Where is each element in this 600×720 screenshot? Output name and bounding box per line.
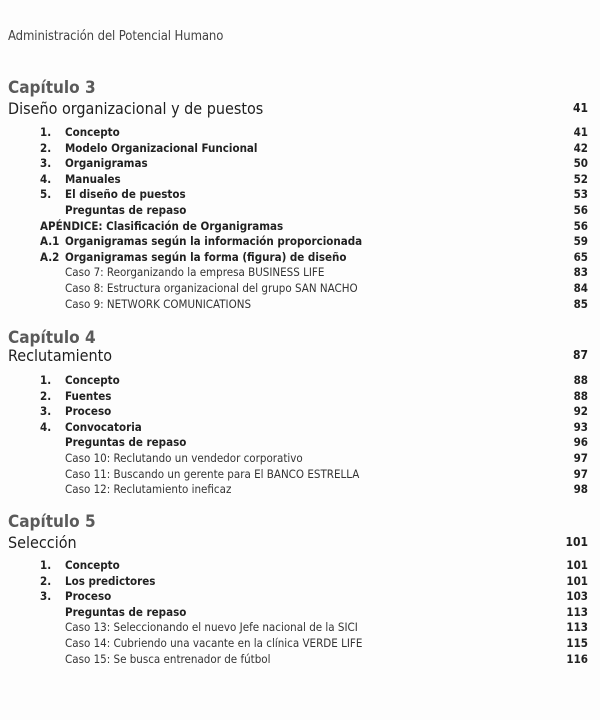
page-number: 52 — [573, 171, 588, 186]
page-number: 92 — [573, 404, 588, 419]
chapter-title-row[interactable] — [8, 99, 588, 118]
toc-entry[interactable] — [0, 574, 588, 590]
entry-title: Modelo Organizacional Funcional — [65, 140, 258, 155]
entry-title: Caso 12: Reclutamiento ineficaz — [65, 482, 232, 497]
page-number: 56 — [573, 218, 588, 233]
entry-title: El diseño de puestos — [65, 187, 186, 202]
page-number: 97 — [573, 466, 588, 481]
entry-title: Fuentes — [65, 388, 112, 403]
entry-title: Caso 15: Se busca entrenador de fútbol — [65, 651, 271, 666]
entry-number: 4. — [40, 419, 52, 434]
entry-title: Caso 10: Reclutando un vendedor corporativo — [65, 450, 303, 465]
page-number: 65 — [573, 249, 588, 264]
toc-entry[interactable] — [0, 125, 588, 141]
entry-title: Los predictores — [65, 573, 156, 588]
toc-entry[interactable] — [0, 373, 588, 389]
entry-number: 1. — [40, 125, 52, 139]
entry-list — [0, 558, 588, 667]
toc-entry[interactable] — [0, 141, 588, 157]
case-entry[interactable] — [0, 652, 588, 668]
entry-title: Concepto — [65, 125, 120, 139]
entry-number: 3. — [40, 156, 52, 171]
page-number: 87 — [572, 348, 588, 362]
chapter-label: Capítulo 3 — [8, 78, 96, 98]
chapter-title: Reclutamiento — [8, 346, 113, 365]
entry-title: Caso 8: Estructura organizacional del grupo SAN NACHO — [65, 280, 358, 295]
entry-title: Preguntas de repaso — [65, 435, 187, 450]
case-entry[interactable] — [0, 451, 588, 467]
entry-number: 1. — [40, 373, 52, 387]
page-number: 85 — [573, 296, 588, 311]
case-entry[interactable] — [0, 467, 588, 483]
entry-list — [0, 125, 588, 312]
page-number: 83 — [573, 265, 588, 280]
entry-number: 5. — [40, 187, 52, 202]
toc-entry[interactable] — [0, 589, 588, 605]
entry-title: Caso 13: Seleccionando el nuevo Jefe nacional de la SICI — [65, 620, 358, 635]
running-head: Administración del Potencial Humano — [8, 29, 224, 44]
chapter-title-row[interactable] — [8, 346, 588, 365]
entry-title: Organigramas según la información proporcionada — [65, 234, 363, 249]
entry-title: Concepto — [65, 373, 120, 387]
chapter-title-row[interactable] — [8, 533, 588, 552]
entry-title: Caso 11: Buscando un gerente para El BANCO ESTRELLA — [65, 466, 360, 481]
page-number: 103 — [566, 589, 588, 604]
page-number: 113 — [566, 604, 588, 619]
entry-title: Concepto — [65, 558, 120, 572]
toc-entry[interactable] — [0, 558, 588, 574]
page-number: 97 — [573, 450, 588, 465]
page-number: 42 — [573, 140, 588, 155]
toc-entry[interactable] — [0, 234, 588, 250]
entry-number: 2. — [40, 388, 52, 403]
entry-title: Preguntas de repaso — [65, 202, 187, 217]
entry-title: Convocatoria — [65, 419, 142, 434]
toc-entry[interactable] — [0, 404, 588, 420]
entry-title: Manuales — [65, 171, 121, 186]
entry-number: 3. — [40, 589, 52, 604]
case-entry[interactable] — [0, 636, 588, 652]
page-number: 115 — [566, 635, 588, 650]
entry-title: Caso 9: NETWORK COMUNICATIONS — [65, 296, 252, 311]
toc-entry[interactable] — [0, 389, 588, 405]
page-number: 41 — [573, 125, 588, 139]
entry-number: 2. — [40, 140, 52, 155]
case-entry[interactable] — [0, 482, 588, 498]
page-number: 88 — [573, 388, 588, 403]
toc-entry[interactable] — [0, 156, 588, 172]
page-number: 53 — [573, 187, 588, 202]
toc-entry[interactable] — [0, 203, 588, 219]
page-number: 56 — [573, 202, 588, 217]
page-number: 116 — [566, 651, 588, 666]
entry-title: Proceso — [65, 404, 112, 419]
toc-entry[interactable] — [0, 187, 588, 203]
entry-number: A.2 — [40, 249, 60, 264]
toc-entry[interactable] — [0, 435, 588, 451]
page-number: 84 — [573, 280, 588, 295]
entry-number: 2. — [40, 573, 52, 588]
entry-title: Caso 7: Reorganizando la empresa BUSINESS LIFE — [65, 265, 325, 280]
entry-title: Organigramas — [65, 156, 148, 171]
page-number: 59 — [573, 234, 588, 249]
page-number: 113 — [566, 620, 588, 635]
page-number: 96 — [573, 435, 588, 450]
page-number: 93 — [573, 419, 588, 434]
page-number: 101 — [566, 573, 588, 588]
entry-number: 1. — [40, 558, 52, 572]
page-number: 50 — [573, 156, 588, 171]
case-entry[interactable] — [0, 620, 588, 636]
chapter-label: Capítulo 5 — [8, 512, 96, 532]
toc-entry[interactable] — [0, 420, 588, 436]
case-entry[interactable] — [0, 297, 588, 313]
chapter-title: Selección — [8, 533, 77, 552]
case-entry[interactable] — [0, 265, 588, 281]
toc-entry[interactable] — [0, 219, 588, 235]
page-number: 41 — [572, 101, 588, 115]
page-number: 101 — [565, 535, 588, 549]
entry-title: APÉNDICE: Clasificación de Organigramas — [40, 218, 284, 233]
chapter-title: Diseño organizacional y de puestos — [8, 99, 264, 118]
entry-number: 4. — [40, 171, 52, 186]
entry-title: Proceso — [65, 589, 112, 604]
page-number: 98 — [573, 482, 588, 497]
toc-entry[interactable] — [0, 250, 588, 266]
entry-title: Caso 14: Cubriendo una vacante en la clínica VERDE LIFE — [65, 635, 363, 650]
toc-entry[interactable] — [0, 172, 588, 188]
toc-entry[interactable] — [0, 605, 588, 621]
case-entry[interactable] — [0, 281, 588, 297]
entry-number: A.1 — [40, 234, 60, 249]
chapter-label: Capítulo 4 — [8, 328, 96, 348]
entry-list — [0, 373, 588, 498]
page-number: 88 — [573, 373, 588, 387]
entry-number: 3. — [40, 404, 52, 419]
entry-title: Preguntas de repaso — [65, 604, 187, 619]
page-number: 101 — [566, 558, 588, 572]
entry-title: Organigramas según la forma (figura) de diseño — [65, 249, 347, 264]
